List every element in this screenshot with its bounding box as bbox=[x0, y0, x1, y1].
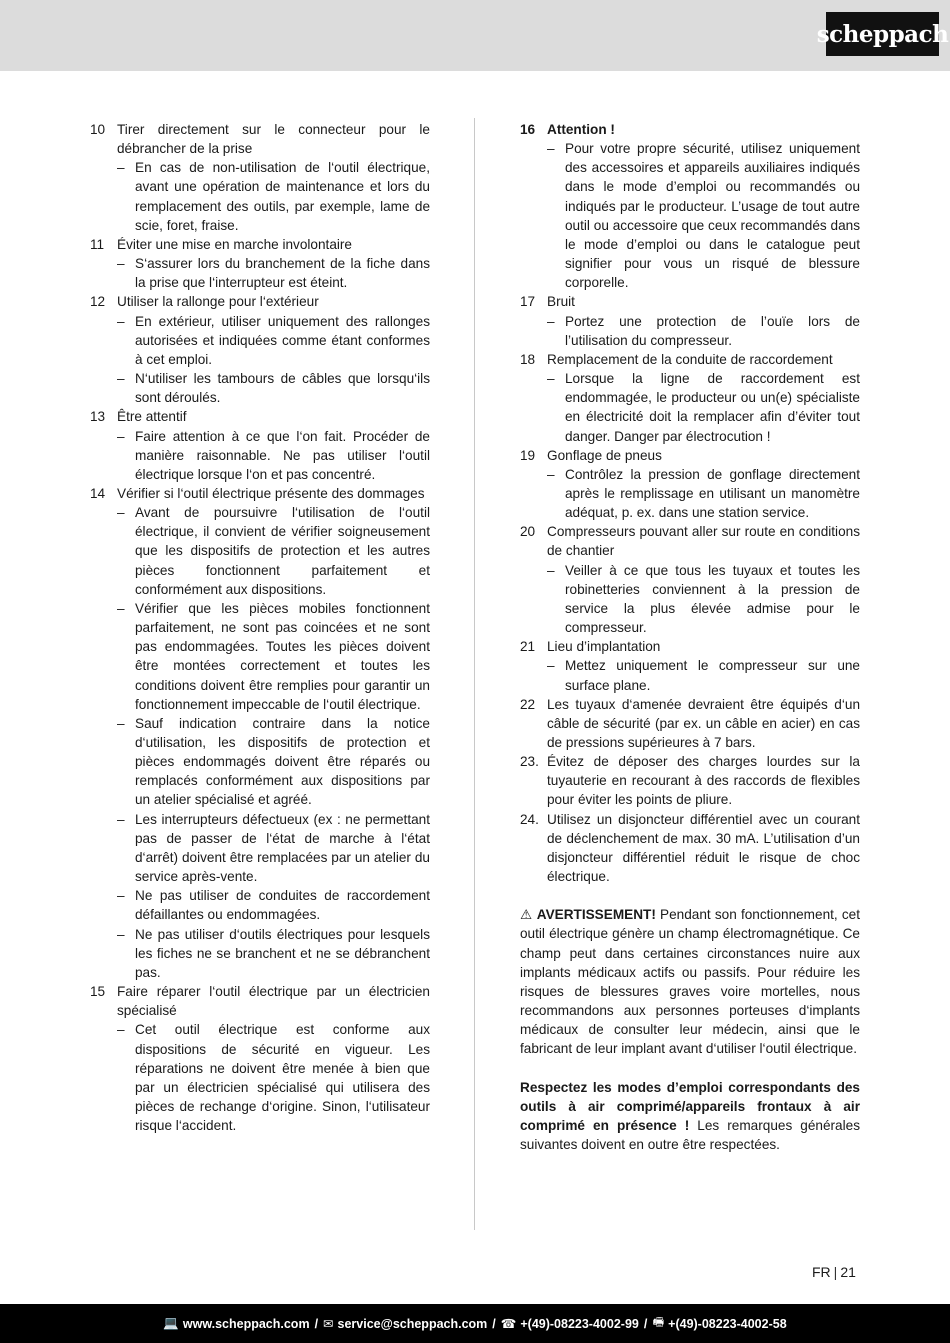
list-item bbox=[90, 982, 430, 1020]
sub-item bbox=[90, 312, 430, 369]
sub-item bbox=[90, 158, 430, 235]
item-title: Gonflage de pneus bbox=[547, 447, 662, 463]
column-divider bbox=[474, 118, 475, 1230]
instructions-note bbox=[520, 1078, 860, 1155]
sub-item bbox=[90, 810, 430, 887]
sub-item-text: Avant de poursuivre l‘utilisation de l‘outil électrique, il convient de vérifier soigneusement que les dispositifs de protection et les autres pièces fonctionnent parfaitement et conformément aux dispositions. bbox=[135, 505, 430, 597]
sub-item-text: Lorsque la ligne de raccordement est endommagée, le producteur ou un(e) spécialiste en électricité doit la remplacer afin d’éviter tout danger. Danger par électrocution ! bbox=[565, 371, 860, 444]
sub-item bbox=[90, 427, 430, 484]
footer-bar: 💻 www.scheppach.com / ✉ service@scheppach.com / ☎ +(49)-08223-4002-99 / 🖷 +(49)-08223-4002-58 bbox=[0, 1304, 950, 1343]
dash-bullet: – bbox=[547, 562, 555, 578]
list-item bbox=[520, 120, 860, 139]
footer-fax: +(49)-08223-4002-58 bbox=[668, 1316, 787, 1331]
sub-item bbox=[90, 886, 430, 924]
sub-item bbox=[520, 656, 860, 694]
item-title: Lieu d’implantation bbox=[547, 639, 661, 655]
sub-item bbox=[90, 1020, 430, 1135]
item-title: Éviter une mise en marche involontaire bbox=[117, 236, 352, 252]
dash-bullet: – bbox=[547, 466, 555, 482]
note-bold: Respectez les modes d’emploi correspondants des outils à air comprimé/appareils frontaux à air comprimé en présence ! bbox=[520, 1079, 860, 1133]
item-number: 13 bbox=[90, 409, 106, 425]
item-number: 17 bbox=[520, 294, 536, 310]
list-item bbox=[520, 752, 860, 809]
item-title: Utilisez un disjoncteur différentiel avec un courant de déclenchement de max. 30 mA. L’utilisation d’un disjoncteur différentiel réduit le risque de choc électrique. bbox=[547, 811, 860, 885]
warning-text: Pendant son fonctionnement, cet outil électrique génère un champ électromagnétique. Ce champ peut dans certaines circonstances nuire aux implants médicaux actifs ou passifs. Pour réduire les risques de blessures graves voire mortelles, nous recommandons aux personnes porteuses d‘implants médicaux de consulter leur médecin, ainsi que le fabricant de leur implant avant d‘utiliser l‘outil électrique. bbox=[520, 907, 860, 1057]
item-number: 14 bbox=[90, 485, 106, 501]
sub-item bbox=[520, 139, 860, 292]
sub-item-text: Ne pas utiliser de conduites de raccordement défaillantes ou endommagées. bbox=[135, 888, 430, 923]
sub-item bbox=[90, 254, 430, 292]
sub-item-text: En extérieur, utiliser uniquement des rallonges autorisées et indiquées comme étant conformes à cet emploi. bbox=[135, 313, 430, 367]
phone-icon: ☎ bbox=[500, 1317, 517, 1331]
sub-item-text: Cet outil électrique est conforme aux dispositions de sécurité en vigueur. Les réparations ne doivent être menée à bien que par un électricien spécialisé qui utilisera des pièces de rechange d‘origine. Sinon, l‘utilisateur risque l‘accident. bbox=[135, 1022, 430, 1134]
sub-item-text: Les interrupteurs défectueux (ex : ne permettant pas de passer de l‘état de marche à l‘état d‘arrêt) doivent être remplacées par un atelier du service après-vente. bbox=[135, 811, 430, 885]
dash-bullet: – bbox=[117, 888, 125, 904]
item-title: Évitez de déposer des charges lourdes sur la tuyauterie en recourant à des raccords de flexibles pour éviter les points de pliure. bbox=[547, 754, 860, 808]
list-item bbox=[90, 292, 430, 311]
sub-item-text: Mettez uniquement le compresseur sur une surface plane. bbox=[565, 658, 860, 693]
sub-item-text: Pour votre propre sécurité, utilisez uniquement des accessoires et appareils auxiliaires indiqués dans le mode d’emploi ou recommandés ou indiqués par le producteur. L’usage de tout autre outil ou accessoire que ceux recommandés dans le mode d’emploi ou dans le catalogue peut signifier pour vous un risqué de blessure corporelle. bbox=[565, 141, 860, 291]
list-item bbox=[90, 235, 430, 254]
computer-icon: 💻 bbox=[163, 1316, 179, 1330]
item-number: 20 bbox=[520, 524, 536, 540]
dash-bullet: – bbox=[117, 715, 125, 731]
item-number: 18 bbox=[520, 351, 536, 367]
item-number: 11 bbox=[90, 236, 105, 252]
list-item bbox=[520, 810, 860, 887]
item-number: 19 bbox=[520, 447, 536, 463]
dash-bullet: – bbox=[117, 811, 125, 827]
sub-item bbox=[90, 599, 430, 714]
dash-bullet: – bbox=[117, 256, 125, 272]
dash-bullet: – bbox=[117, 926, 125, 942]
footer-email[interactable]: service@scheppach.com bbox=[337, 1316, 488, 1331]
dash-bullet: – bbox=[117, 313, 125, 329]
sub-item-text: S‘assurer lors du branchement de la fiche dans la prise que l‘interrupteur est éteint. bbox=[135, 256, 430, 291]
item-number: 24. bbox=[520, 811, 539, 827]
list-item bbox=[90, 120, 430, 158]
fax-icon: 🖷 bbox=[652, 1315, 665, 1329]
sub-item bbox=[90, 369, 430, 407]
sub-item bbox=[520, 369, 860, 446]
sub-item-text: Faire attention à ce que l‘on fait. Procéder de manière raisonnable. Ne pas utiliser l‘outil électrique lorsque l‘on et pas concentré. bbox=[135, 428, 430, 482]
list-item bbox=[520, 446, 860, 465]
sub-item-text: Contrôlez la pression de gonflage directement après le remplissage en utilisant un manomètre adéquat, p. ex. dans une station service. bbox=[565, 466, 860, 521]
sub-item bbox=[90, 503, 430, 599]
sub-item-text: Portez une protection de l’ouïe lors de l’utilisation du compresseur. bbox=[565, 313, 860, 348]
page-number: FR | 21 bbox=[812, 1264, 856, 1280]
dash-bullet: – bbox=[547, 313, 555, 329]
right-column bbox=[520, 120, 860, 1154]
sub-item bbox=[520, 465, 860, 522]
sub-item-text: N‘utiliser les tambours de câbles que lorsqu‘ils sont déroulés. bbox=[135, 371, 430, 406]
dash-bullet: – bbox=[117, 505, 125, 521]
item-number: 15 bbox=[90, 984, 106, 1000]
dash-bullet: – bbox=[117, 428, 125, 444]
dash-bullet: – bbox=[547, 141, 555, 157]
note-text: Les remarques générales suivantes doivent en outre être respectées. bbox=[520, 1117, 860, 1152]
list-item bbox=[520, 522, 860, 560]
footer-phone: +(49)-08223-4002-99 bbox=[520, 1316, 639, 1331]
item-title: Les tuyaux d‘amenée devraient être équipés d‘un câble de sécurité (par ex. un câble en acier) en cas de pressions supérieures à 7 bars. bbox=[547, 696, 860, 750]
list-item bbox=[90, 407, 430, 426]
sub-item bbox=[90, 714, 430, 810]
item-number: 23. bbox=[520, 754, 539, 770]
sub-item-text: Sauf indication contraire dans la notice d‘utilisation, les dispositifs de protection et pièces endommagés doivent être réparés ou remplacés conformément aux dispositions par un atelier spécialisé et agréé. bbox=[135, 715, 430, 808]
sub-item-text: En cas de non-utilisation de l‘outil électrique, avant une opération de maintenance et lors du remplacement des outils, par exemple, lame de scie, foret, fraise. bbox=[135, 160, 430, 233]
dash-bullet: – bbox=[117, 1022, 125, 1038]
item-title: Faire réparer l‘outil électrique par un électricien spécialisé bbox=[117, 984, 430, 1019]
item-title: Tirer directement sur le connecteur pour le débrancher de la prise bbox=[117, 122, 430, 157]
sub-item bbox=[520, 312, 860, 350]
dash-bullet: – bbox=[547, 371, 555, 387]
item-title: Être attentif bbox=[117, 409, 187, 425]
item-number: 22 bbox=[520, 696, 536, 712]
list-item bbox=[520, 350, 860, 369]
footer-web[interactable]: www.scheppach.com bbox=[182, 1316, 310, 1331]
dash-bullet: – bbox=[117, 371, 125, 387]
item-title: Remplacement de la conduite de raccordement bbox=[547, 351, 833, 367]
item-number: 16 bbox=[520, 122, 536, 137]
dash-bullet: – bbox=[117, 600, 125, 616]
sub-item-text: Veiller à ce que tous les tuyaux et toutes les robinetteries conviennent à la pression de service la plus élevée admise pour le compresseur. bbox=[565, 562, 860, 636]
item-title: Bruit bbox=[547, 294, 575, 310]
item-title: Compresseurs pouvant aller sur route en conditions de chantier bbox=[547, 524, 860, 559]
warning-label: AVERTISSEMENT! bbox=[536, 907, 656, 923]
mail-icon: ✉ bbox=[323, 1317, 334, 1331]
brand-logo: scheppach bbox=[826, 12, 939, 56]
sub-item bbox=[520, 561, 860, 638]
item-number: 21 bbox=[520, 639, 536, 655]
warning-icon: ⚠ bbox=[520, 907, 533, 923]
dash-bullet: – bbox=[547, 658, 555, 674]
sub-item bbox=[90, 925, 430, 982]
list-item bbox=[520, 637, 860, 656]
dash-bullet: – bbox=[117, 160, 125, 176]
sub-item-text: Vérifier que les pièces mobiles fonctionnent parfaitement, ne sont pas coincées et ne sont pas endommagées. Toutes les pièces doivent être montées correctement et toutes les conditions doivent être remplies pour garantir un fonctionnement impeccable de l‘outil électrique. bbox=[135, 600, 430, 712]
left-column bbox=[90, 120, 430, 1135]
item-title: Utiliser la rallonge pour l‘extérieur bbox=[117, 294, 319, 310]
sub-item-text: Ne pas utiliser d‘outils électriques pour lesquels les fiches ne se branchent et ne se débranchent pas. bbox=[135, 926, 430, 980]
list-item bbox=[520, 292, 860, 311]
item-number: 10 bbox=[90, 122, 106, 137]
list-item bbox=[520, 695, 860, 752]
list-item bbox=[90, 484, 430, 503]
item-title: Attention ! bbox=[547, 122, 615, 137]
warning-paragraph bbox=[520, 905, 860, 1058]
header-bar bbox=[0, 0, 950, 71]
item-title: Vérifier si l‘outil électrique présente des dommages bbox=[117, 485, 425, 501]
item-number: 12 bbox=[90, 294, 106, 310]
